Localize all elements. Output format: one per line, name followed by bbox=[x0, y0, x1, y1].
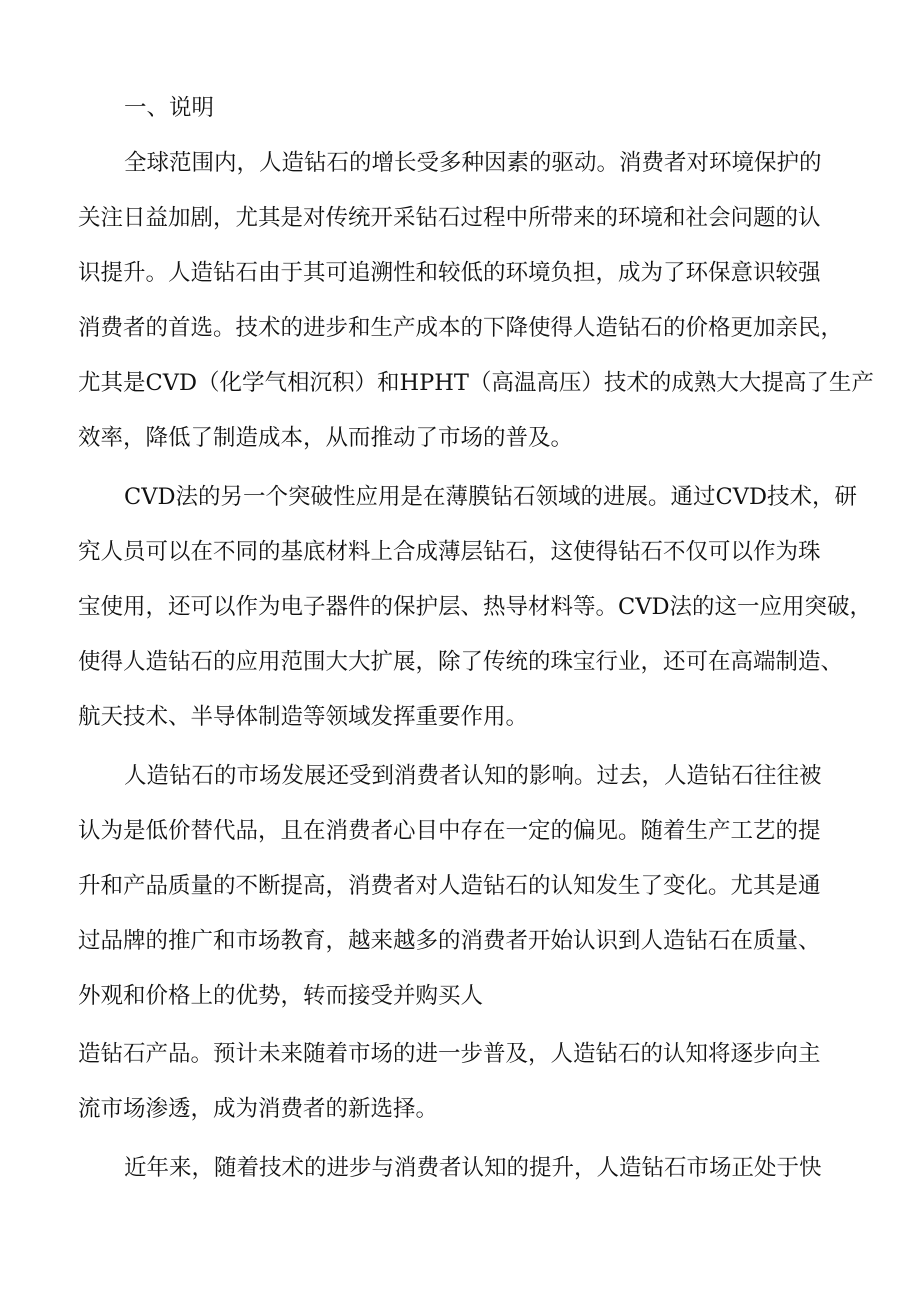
paragraph-line: 关注日益加剧，尤其是对传统开采钻石过程中所带来的环境和社会问题的认 bbox=[78, 205, 821, 231]
paragraph-line: CVD法的另一个突破性应用是在薄膜钻石领域的进展。通过CVD技术，研 bbox=[124, 484, 858, 510]
section-heading: 一、说明 bbox=[124, 95, 215, 121]
paragraph-line: 认为是低价替代品，且在消费者心目中存在一定的偏见。随着生产工艺的提 bbox=[78, 818, 821, 844]
paragraph-line: 识提升。人造钻石由于其可追溯性和较低的环境负担，成为了环保意识较强 bbox=[78, 260, 821, 286]
paragraph-line: 宝使用，还可以作为电子器件的保护层、热导材料等。CVD法的这一应用突破， bbox=[78, 594, 873, 620]
paragraph-line: 效率，降低了制造成本，从而推动了市场的普及。 bbox=[78, 425, 574, 451]
paragraph-line: 航天技术、半导体制造等领域发挥重要作用。 bbox=[78, 704, 529, 730]
paragraph-line: 人造钻石的市场发展还受到消费者认知的影响。过去，人造钻石往往被 bbox=[124, 763, 822, 789]
paragraph-line: 使得人造钻石的应用范围大大扩展，除了传统的珠宝行业，还可在高端制造、 bbox=[78, 649, 844, 675]
paragraph-line: 究人员可以在不同的基底材料上合成薄层钻石，这使得钻石不仅可以作为珠 bbox=[78, 539, 821, 565]
paragraph-line: 升和产品质量的不断提高，消费者对人造钻石的认知发生了变化。尤其是通 bbox=[78, 873, 821, 899]
paragraph-line: 过品牌的推广和市场教育，越来越多的消费者开始认识到人造钻石在质量、 bbox=[78, 928, 821, 954]
paragraph-line: 流市场渗透，成为消费者的新选择。 bbox=[78, 1096, 439, 1122]
paragraph-line: 消费者的首选。技术的进步和生产成本的下降使得人造钻石的价格更加亲民， bbox=[78, 315, 844, 341]
paragraph-line: 尤其是CVD（化学气相沉积）和HPHT（高温高压）技术的成熟大大提高了生产 bbox=[78, 370, 874, 396]
paragraph-line: 近年来，随着技术的进步与消费者认知的提升，人造钻石市场正处于快 bbox=[124, 1155, 822, 1181]
paragraph-line: 外观和价格上的优势，转而接受并购买人 bbox=[78, 983, 484, 1009]
paragraph-line: 全球范围内，人造钻石的增长受多种因素的驱动。消费者对环境保护的 bbox=[124, 150, 822, 176]
paragraph-line: 造钻石产品。预计未来随着市场的进一步普及，人造钻石的认知将逐步向主 bbox=[78, 1041, 821, 1067]
